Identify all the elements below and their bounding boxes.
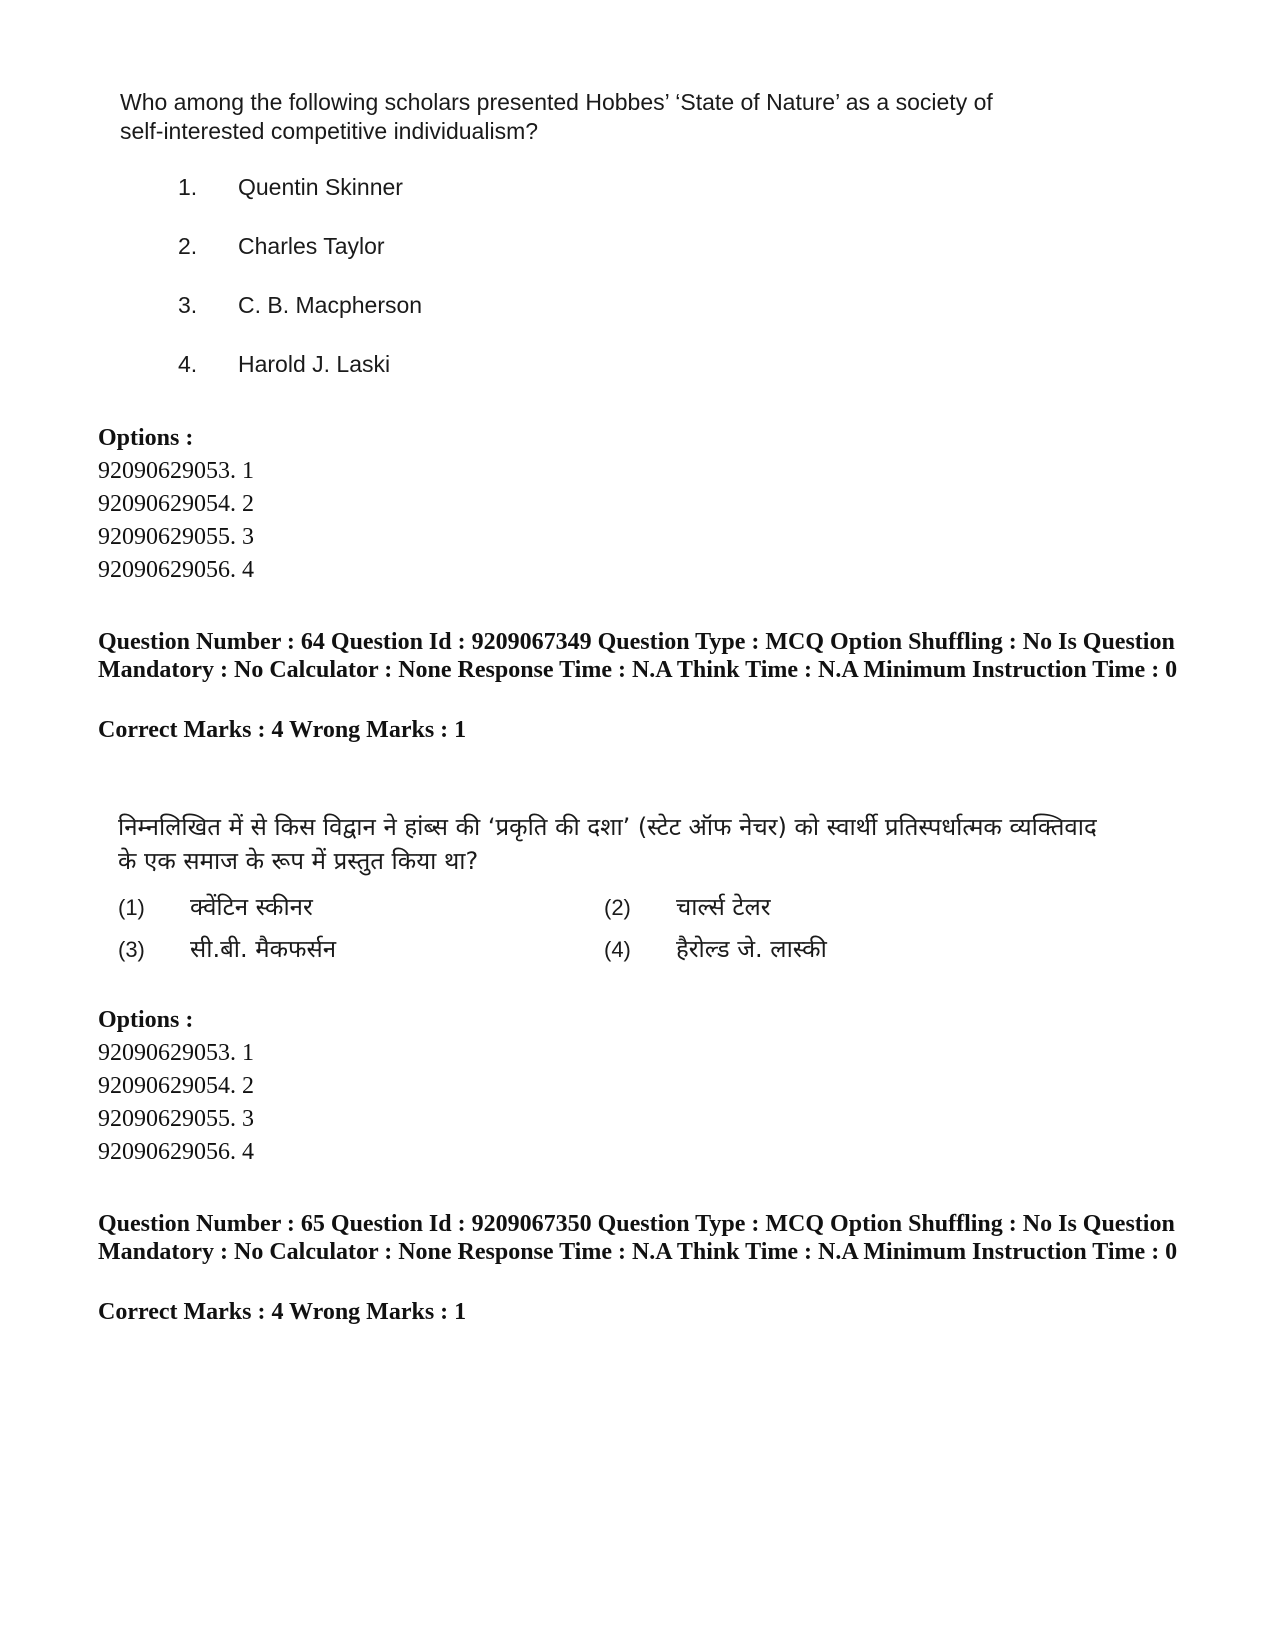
answer-choice-2	[178, 233, 578, 260]
hindi-choice-2	[604, 890, 1024, 923]
answer-choice-label: Charles Taylor	[238, 233, 385, 259]
option-line: 92090629056. 4	[98, 1139, 254, 1165]
option-line: 92090629056. 4	[98, 557, 254, 583]
question-meta: Question Number : 64 Question Id : 9209067349 Question Type : MCQ Option Shuffling : No Is Question Mandatory : No Calculator : None Response Time : N.A Think Time : N.A Minimum Instruction Time : 0	[98, 629, 1178, 683]
hindi-choice-number: (1)	[118, 895, 145, 920]
answer-choice-number: 1.	[178, 174, 198, 200]
question-meta: Question Number : 65 Question Id : 9209067350 Question Type : MCQ Option Shuffling : No Is Question Mandatory : No Calculator : None Response Time : N.A Think Time : N.A Minimum Instruction Time : 0	[98, 1211, 1178, 1265]
answer-choice-label: Quentin Skinner	[238, 174, 403, 200]
options-heading: Options :	[98, 425, 194, 451]
hindi-choice-label: चार्ल्स टेलर	[676, 893, 771, 921]
options-heading: Options :	[98, 1007, 194, 1033]
question-text-english: Who among the following scholars presented Hobbes’ ‘State of Nature’ as a society of self-interested competitive individualism?	[120, 89, 993, 144]
hindi-choice-label: सी.बी. मैकफर्सन	[190, 935, 337, 963]
option-line: 92090629054. 2	[98, 1073, 254, 1099]
question-marks: Correct Marks : 4 Wrong Marks : 1	[98, 1299, 467, 1325]
answer-choice-number: 2.	[178, 233, 198, 259]
question-text-hindi: निम्नलिखित में से किस विद्वान ने हांब्स की ‘प्रकृति की दशा’ (स्टेट ऑफ नेचर) को स्वार्थी प्रतिस्पर्धात्मक व्यक्तिवाद के एक समाज के रूप में प्रस्तुत किया था?	[118, 813, 1097, 875]
option-line: 92090629055. 3	[98, 1106, 254, 1132]
option-line: 92090629054. 2	[98, 491, 254, 517]
hindi-choice-number: (4)	[604, 937, 631, 962]
hindi-choice-4	[604, 932, 1024, 965]
option-line: 92090629053. 1	[98, 1040, 254, 1066]
answer-choice-label: Harold J. Laski	[238, 351, 391, 377]
hindi-choice-3	[118, 932, 538, 965]
answer-choice-number: 3.	[178, 292, 198, 318]
answer-choice-4	[178, 351, 578, 378]
option-line: 92090629055. 3	[98, 524, 254, 550]
question-marks: Correct Marks : 4 Wrong Marks : 1	[98, 717, 467, 743]
option-line: 92090629053. 1	[98, 458, 254, 484]
answer-choice-number: 4.	[178, 351, 198, 377]
answer-choice-label: C. B. Macpherson	[238, 292, 423, 318]
hindi-choice-1	[118, 890, 538, 923]
hindi-choice-label: हैरोल्ड जे. लास्की	[676, 935, 827, 963]
hindi-choice-number: (2)	[604, 895, 631, 920]
answer-choice-1	[178, 174, 578, 201]
hindi-choice-label: क्वेंटिन स्कीनर	[190, 893, 313, 921]
hindi-choice-number: (3)	[118, 937, 145, 962]
answer-choice-3	[178, 292, 578, 319]
